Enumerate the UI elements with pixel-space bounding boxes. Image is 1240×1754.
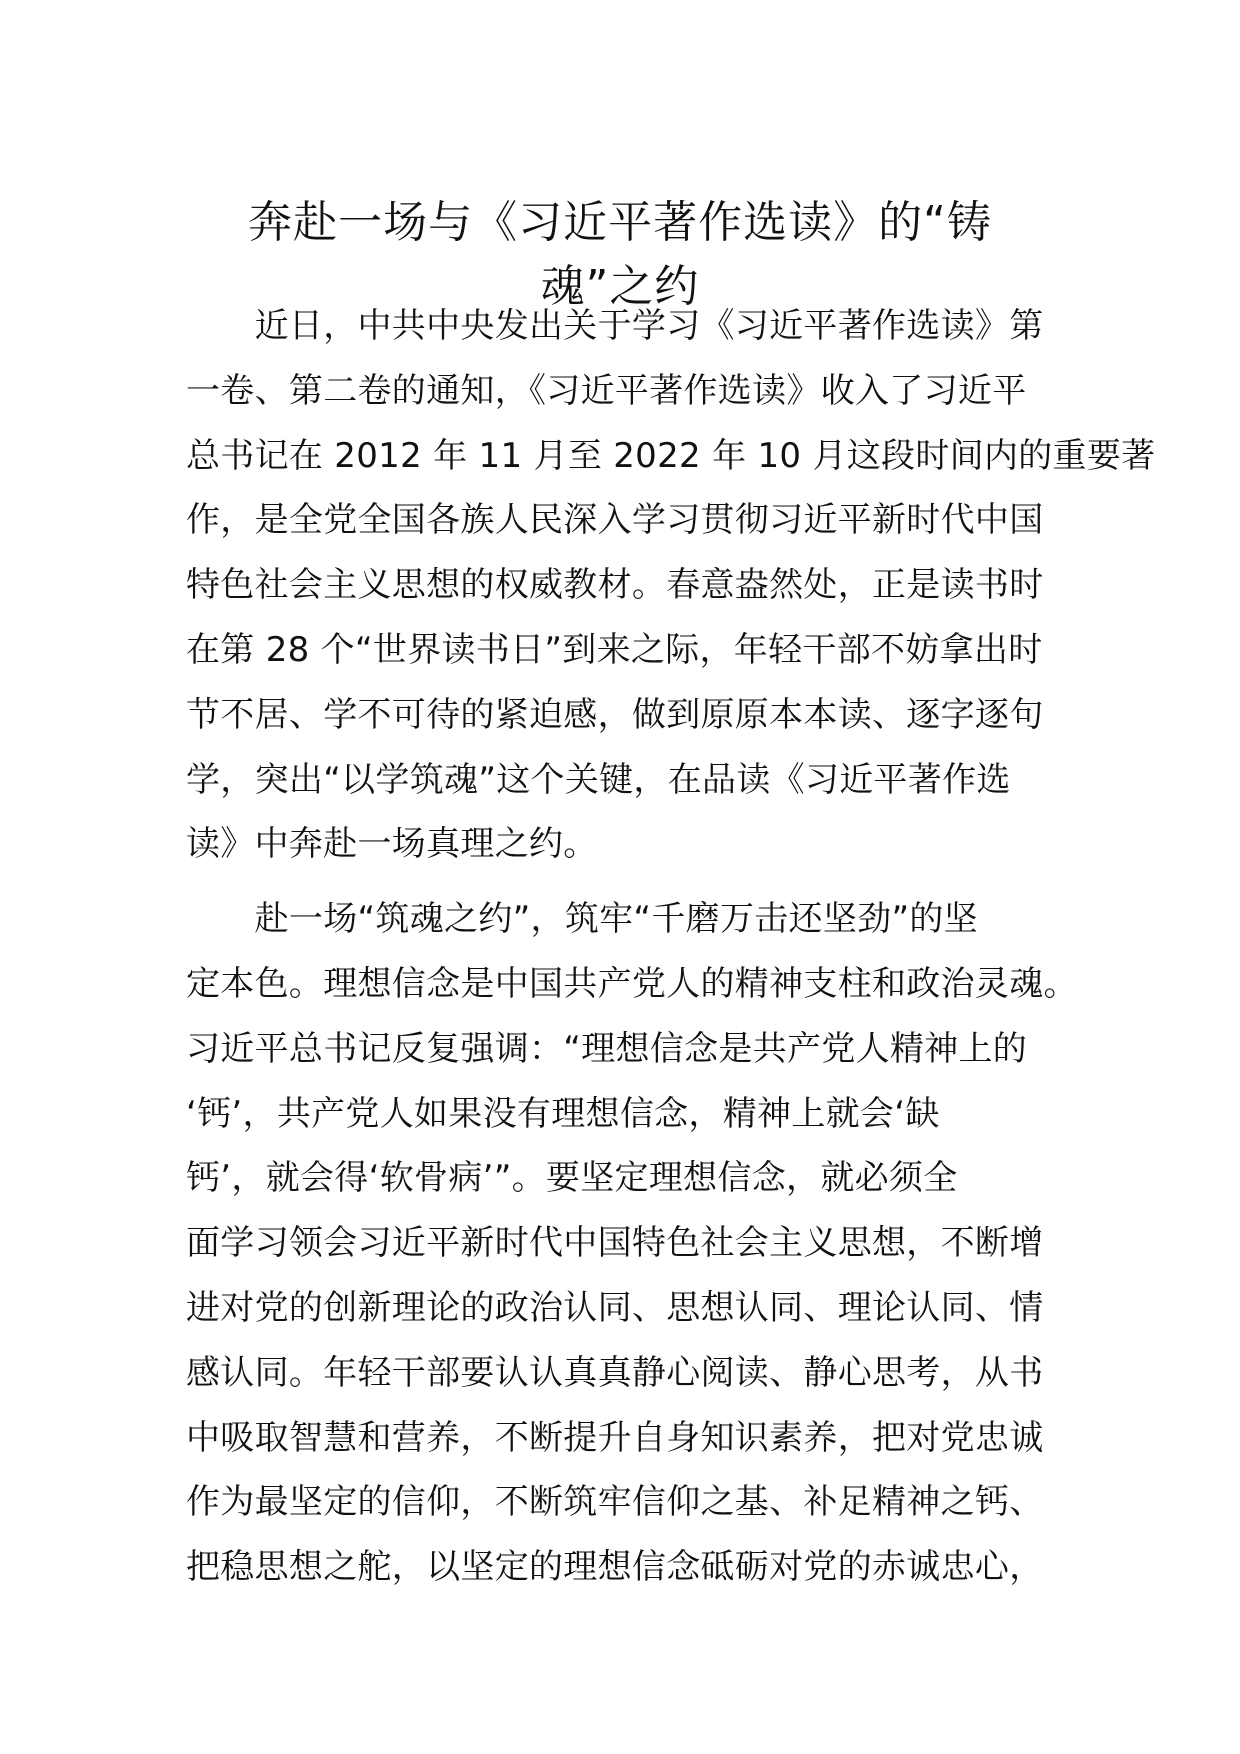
text-line: ‘钙’，共产党人如果没有理想信念，精神上就会‘缺 bbox=[186, 1093, 940, 1134]
text-line: 赴一场“筑魂之约”，筑牢“千磨万击还坚劲”的坚 bbox=[186, 899, 978, 940]
text-line: 定本色。理想信念是中国共产党人的精神支柱和政治灵魂。 bbox=[186, 963, 1078, 1004]
text-line: 把稳思想之舵，以坚定的理想信念砥砺对党的赤诚忠心， bbox=[186, 1547, 1044, 1588]
text-line: 学，突出“以学筑魂”这个关键，在品读《习近平著作选 bbox=[186, 759, 1011, 800]
text-line: 读》中奔赴一场真理之约。 bbox=[186, 824, 598, 865]
paragraph-2 bbox=[186, 887, 1078, 1600]
text-line: 一卷、第二卷的通知，《习近平著作选读》收入了习近平 bbox=[186, 370, 1027, 411]
text-line: 近日，中共中央发出关于学习《习近平著作选读》第 bbox=[186, 306, 1044, 346]
text-line: 钙’，就会得‘软骨病’”。要坚定理想信念，就必须全 bbox=[186, 1158, 958, 1199]
paragraph-1 bbox=[186, 294, 1156, 877]
text-line: 习近平总书记反复强调：“理想信念是共产党人精神上的 bbox=[186, 1028, 1028, 1069]
document-body bbox=[186, 294, 1156, 1600]
text-line: 特色社会主义思想的权威教材。春意盎然处，正是读书时 bbox=[186, 565, 1044, 606]
title-line: 魂”之约 bbox=[540, 261, 700, 313]
text-line: 节不居、学不可待的紧迫感，做到原原本本读、逐字逐句 bbox=[186, 694, 1044, 735]
text-line: 作为最坚定的信仰，不断筑牢信仰之基、补足精神之钙、 bbox=[186, 1482, 1044, 1523]
paragraph-spacer bbox=[186, 877, 1052, 887]
text-line: 面学习领会习近平新时代中国特色社会主义思想，不断增 bbox=[186, 1223, 1044, 1264]
text-line: 进对党的创新理论的政治认同、思想认同、理论认同、情 bbox=[186, 1287, 1044, 1328]
title-line: 奔赴一场与《习近平著作选读》的“铸 bbox=[248, 197, 992, 249]
text-line: 在第 28 个“世界读书日”到来之际，年轻干部不妨拿出时 bbox=[186, 629, 1043, 670]
text-line: 中吸取智慧和营养，不断提升自身知识素养，把对党忠诚 bbox=[186, 1417, 1044, 1458]
text-line: 总书记在 2012 年 11 月至 2022 年 10 月这段时间内的重要著 bbox=[186, 435, 1156, 476]
text-line: 感认同。年轻干部要认认真真静心阅读、静心思考，从书 bbox=[186, 1352, 1044, 1393]
text-line: 作，是全党全国各族人民深入学习贯彻习近平新时代中国 bbox=[186, 500, 1044, 541]
